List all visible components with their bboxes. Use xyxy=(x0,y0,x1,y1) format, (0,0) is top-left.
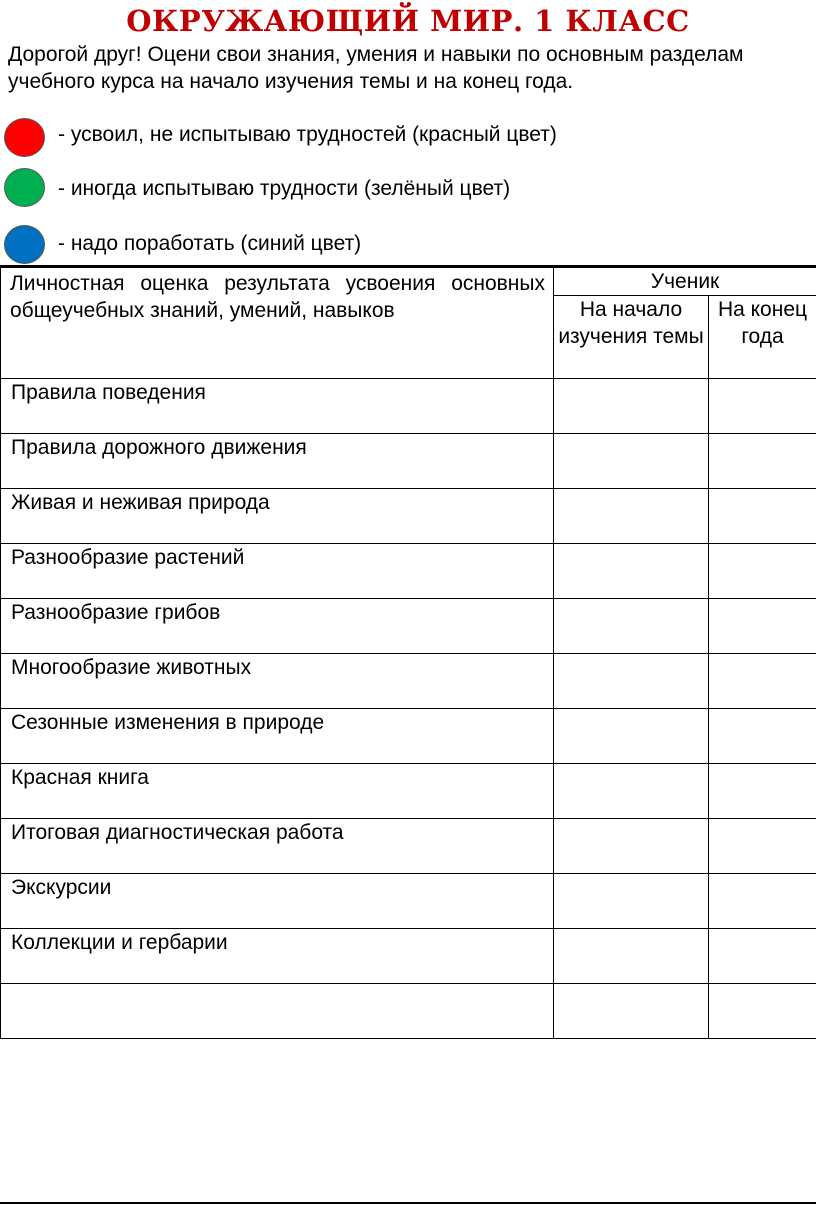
blue-circle-icon xyxy=(4,225,45,264)
table-row-label: Красная книга xyxy=(1,764,554,819)
cell-start[interactable] xyxy=(554,489,709,544)
page-title: ОКРУЖАЮЩИЙ МИР. 1 КЛАСС xyxy=(126,4,690,38)
cell-start[interactable] xyxy=(554,654,709,709)
cell-start[interactable] xyxy=(554,764,709,819)
table-row-label: Сезонные изменения в природе xyxy=(1,709,554,764)
cell-end[interactable] xyxy=(709,654,816,709)
self-assessment-table xyxy=(0,265,816,1039)
table-row-label: Живая и неживая природа xyxy=(1,489,554,544)
cell-end[interactable] xyxy=(709,489,816,544)
cell-end[interactable] xyxy=(709,599,816,654)
red-circle-icon xyxy=(4,118,45,157)
header-end: На конец года xyxy=(709,296,816,379)
table-row-label: Правила дорожного движения xyxy=(1,434,554,489)
cell-start[interactable] xyxy=(554,544,709,599)
cell-end[interactable] xyxy=(709,764,816,819)
cell-start[interactable] xyxy=(554,874,709,929)
cell-start[interactable] xyxy=(554,929,709,984)
cell-end[interactable] xyxy=(709,709,816,764)
legend-item-blue xyxy=(0,225,816,269)
cell-end[interactable] xyxy=(709,379,816,434)
cell-end[interactable] xyxy=(709,874,816,929)
table-row-label: Правила поведения xyxy=(1,379,554,434)
header-student: Ученик xyxy=(554,267,816,296)
table-row-label: Разнообразие грибов xyxy=(1,599,554,654)
header-start: На начало изучения темы xyxy=(554,296,709,379)
cell-start[interactable] xyxy=(554,709,709,764)
bottom-divider xyxy=(0,1202,816,1204)
table-row-label xyxy=(1,984,554,1039)
cell-end[interactable] xyxy=(709,929,816,984)
green-circle-icon xyxy=(4,168,45,207)
cell-start[interactable] xyxy=(554,599,709,654)
legend-text: - надо поработать (синий цвет) xyxy=(58,232,362,255)
legend-item-red xyxy=(0,118,816,162)
cell-end[interactable] xyxy=(709,984,816,1039)
cell-end[interactable] xyxy=(709,819,816,874)
table-row-label: Разнообразие растений xyxy=(1,544,554,599)
cell-start[interactable] xyxy=(554,379,709,434)
legend-text: - усвоил, не испытываю трудностей (красный цвет) xyxy=(58,123,557,146)
table-row-label: Итоговая диагностическая работа xyxy=(1,819,554,874)
table-row-label: Многообразие животных xyxy=(1,654,554,709)
table-row-label: Коллекции и гербарии xyxy=(1,929,554,984)
legend-item-green xyxy=(0,168,816,212)
cell-end[interactable] xyxy=(709,544,816,599)
table-row-label: Экскурсии xyxy=(1,874,554,929)
intro-text: Дорогой друг! Оцени свои знания, умения и навыки по основным разделам учебного курса на начало изучения темы и на конец года. xyxy=(8,43,744,93)
cell-end[interactable] xyxy=(709,434,816,489)
cell-start[interactable] xyxy=(554,434,709,489)
cell-start[interactable] xyxy=(554,984,709,1039)
cell-start[interactable] xyxy=(554,819,709,874)
legend-text: - иногда испытываю трудности (зелёный цвет) xyxy=(58,177,511,200)
header-assessment: Личностная оценка результата усвоения основных общеучебных знаний, умений, навыков xyxy=(1,267,554,379)
